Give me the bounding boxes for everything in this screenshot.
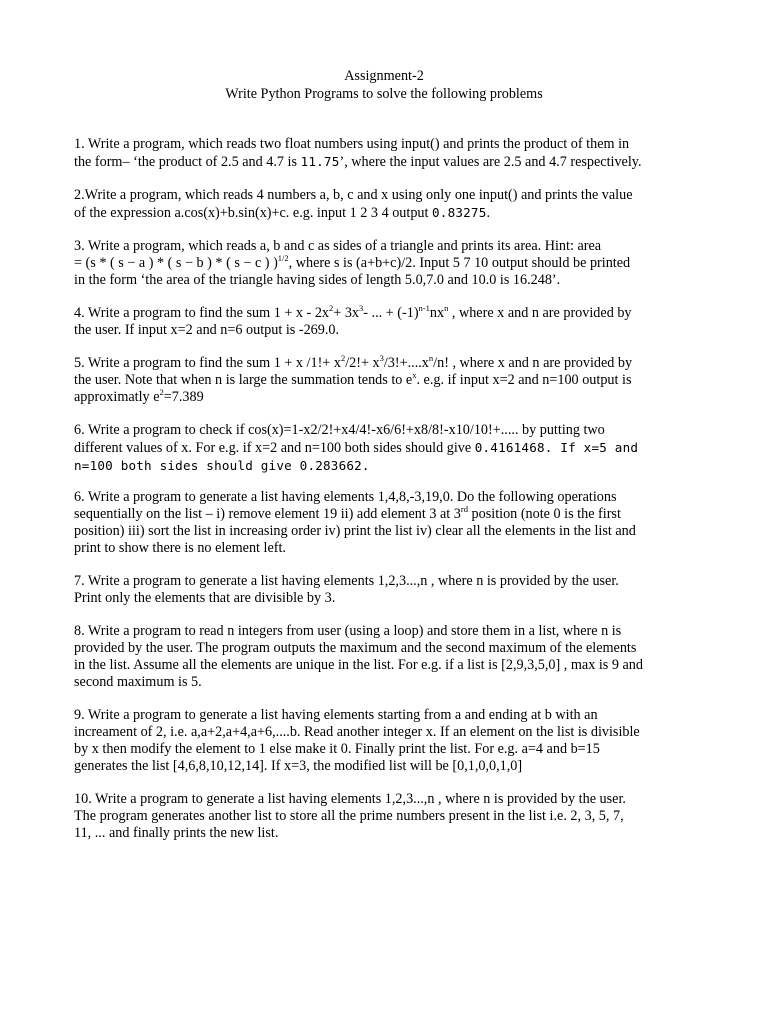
problem-3-formula: = (s * ( s − a ) * ( s − b ) * ( s − c ) )	[74, 255, 278, 271]
problem-6b-text-a: sequentially on the list – i) remove element 19 ii) add element 3 at 3	[74, 506, 461, 522]
problem-8-line-3: in the list. Assume all the elements are unique in the list. For e.g. if a list is [2,9,3,5,0] , max is 9 and	[74, 657, 643, 673]
problem-4	[74, 305, 704, 339]
problem-1-line-2	[74, 153, 704, 171]
problem-2-code: 0.83275	[432, 205, 487, 220]
problem-4-sup-2: 3	[359, 303, 364, 313]
problem-2-line-1: 2.Write a program, which reads 4 numbers a, b, c and x using only one input() and prints the value	[74, 187, 633, 203]
problem-6a-text: different values of x. For e.g. if x=2 and n=100 both sides should give	[74, 440, 475, 456]
problem-6b-line-4: print to show there is no element left.	[74, 540, 286, 556]
problem-1	[74, 136, 704, 171]
problem-5-line-3	[74, 389, 704, 406]
assignment-subtitle: Write Python Programs to solve the following problems	[225, 86, 543, 102]
problem-4-sup-3: n-1	[418, 303, 430, 313]
problem-5-text-b: /2!+ x	[345, 355, 380, 371]
problem-2	[74, 187, 704, 222]
problem-5-sup-1: 2	[340, 353, 346, 363]
problem-1-text-end: ’, where the input values are 2.5 and 4.7 respectively.	[339, 154, 642, 170]
document-header	[0, 67, 768, 103]
problem-10-line-1: 10. Write a program to generate a list having elements 1,2,3...,n , where n is provided by the user.	[74, 791, 626, 807]
problem-6a-line-2	[74, 439, 704, 457]
assignment-title: Assignment-2	[344, 68, 424, 84]
problem-1-code: 11.75	[300, 154, 340, 169]
problem-6a	[74, 422, 704, 474]
problem-10-line-2: The program generates another list to store all the prime numbers present in the list i.e. 2, 3, 5, 7,	[74, 808, 624, 824]
problem-8-line-4: second maximum is 5.	[74, 674, 202, 690]
problem-5-text-c: /3!+....x	[383, 355, 429, 371]
problem-5-text-l2a: the user. Note that when n is large the summation tends to e	[74, 372, 413, 388]
problem-3-text: , where s is (a+b+c)/2. Input 5 7 10 output should be printed	[288, 255, 631, 271]
problem-8-line-1: 8. Write a program to read n integers from user (using a loop) and store them in a list, where n is	[74, 623, 622, 639]
problem-4-line-1	[74, 305, 704, 322]
problem-1-text: the form– ‘the product of 2.5 and 4.7 is	[74, 154, 301, 170]
problem-6b-line-1: 6. Write a program to generate a list having elements 1,4,8,-3,19,0. Do the following operations	[74, 489, 617, 505]
problem-10	[74, 791, 704, 842]
problem-7-line-2: Print only the elements that are divisible by 3.	[74, 590, 336, 606]
problem-9	[74, 707, 704, 775]
problem-5-text-l3b: =7.389	[163, 389, 204, 405]
problem-9-line-4: generates the list [4,6,8,10,12,14]. If x=3, the modified list will be [0,1,0,0,1,0]	[74, 758, 523, 774]
problem-5	[74, 355, 704, 406]
problem-6a-code-1: 0.4161468. If x=5 and	[474, 440, 639, 455]
problem-6b	[74, 489, 704, 557]
problem-5-sup-x: x	[412, 370, 417, 380]
problem-6a-line-3: n=100 both sides should give 0.283662.	[74, 458, 370, 473]
problem-4-text-a: 4. Write a program to find the sum 1 + x - 2x	[74, 305, 330, 321]
problem-6b-text-b: position (note 0 is the first	[468, 506, 621, 522]
problem-4-sup-4: n	[444, 303, 449, 313]
problem-2-line-2	[74, 204, 704, 222]
problem-4-text-e: , where x and n are provided by	[448, 305, 632, 321]
problem-5-text-l2b: . e.g. if input x=2 and n=100 output is	[416, 372, 632, 388]
problem-4-text-d: nx	[429, 305, 445, 321]
problem-5-text-l3a: approximatly e	[74, 389, 160, 405]
problem-5-line-2	[74, 372, 704, 389]
problem-8	[74, 623, 704, 691]
problem-3-exponent: 1/2	[277, 253, 289, 263]
problem-2-text-end: .	[486, 205, 491, 221]
problem-3-line-2	[74, 255, 704, 272]
problem-7-line-1: 7. Write a program to generate a list having elements 1,2,3...,n , where n is provided by the user.	[74, 573, 619, 589]
problem-4-text-c: - ... + (-1)	[363, 305, 419, 321]
problem-5-sup-2: 3	[379, 353, 384, 363]
problem-9-line-1: 9. Write a program to generate a list having elements starting from a and ending at b with an	[74, 707, 598, 723]
problem-3	[74, 238, 704, 289]
problem-6a-line-1: 6. Write a program to check if cos(x)=1-x2/2!+x4/4!-x6/6!+x8/8!-x10/10!+..... by putting two	[74, 422, 605, 438]
problem-6b-sup: rd	[460, 504, 468, 514]
problem-7	[74, 573, 704, 607]
problem-9-line-2: increament of 2, i.e. a,a+2,a+4,a+6,....b. Read another integer x. If an element on the list is divisible	[74, 724, 640, 740]
problem-5-line-1	[74, 355, 704, 372]
problem-5-sup-3: n	[428, 353, 434, 363]
problem-8-line-2: provided by the user. The program outputs the maximum and the second maximum of the elements	[74, 640, 637, 656]
problem-2-text: of the expression a.cos(x)+b.sin(x)+c. e.g. input 1 2 3 4 output	[74, 205, 433, 221]
problem-4-sup-1: 2	[329, 303, 334, 313]
problem-4-text-b: + 3x	[333, 305, 360, 321]
problem-5-sup-2b: 2	[159, 387, 164, 397]
problem-5-text-d: /n! , where x and n are provided by	[433, 355, 633, 371]
problem-3-line-1: 3. Write a program, which reads a, b and c as sides of a triangle and prints its area. Hint: area	[74, 238, 602, 254]
problem-9-line-3: by x then modify the element to 1 else make it 0. Finally print the list. For e.g. a=4 and b=15	[74, 741, 600, 757]
problem-6b-line-3: position) iii) sort the list in increasing order iv) print the list iv) clear all the elements in the list and	[74, 523, 636, 539]
problem-6b-line-2	[74, 506, 704, 523]
problem-4-line-2: the user. If input x=2 and n=6 output is -269.0.	[74, 322, 340, 338]
problem-5-text-a: 5. Write a program to find the sum 1 + x /1!+ x	[74, 355, 341, 371]
problem-10-line-3: 11, ... and finally prints the new list.	[74, 825, 279, 841]
problem-3-line-3: in the form ‘the area of the triangle having sides of length 5.0,7.0 and 10.0 is 16.248’.	[74, 272, 561, 288]
problem-1-line-1: 1. Write a program, which reads two float numbers using input() and prints the product of them in	[74, 136, 630, 152]
problem-list	[74, 136, 704, 842]
